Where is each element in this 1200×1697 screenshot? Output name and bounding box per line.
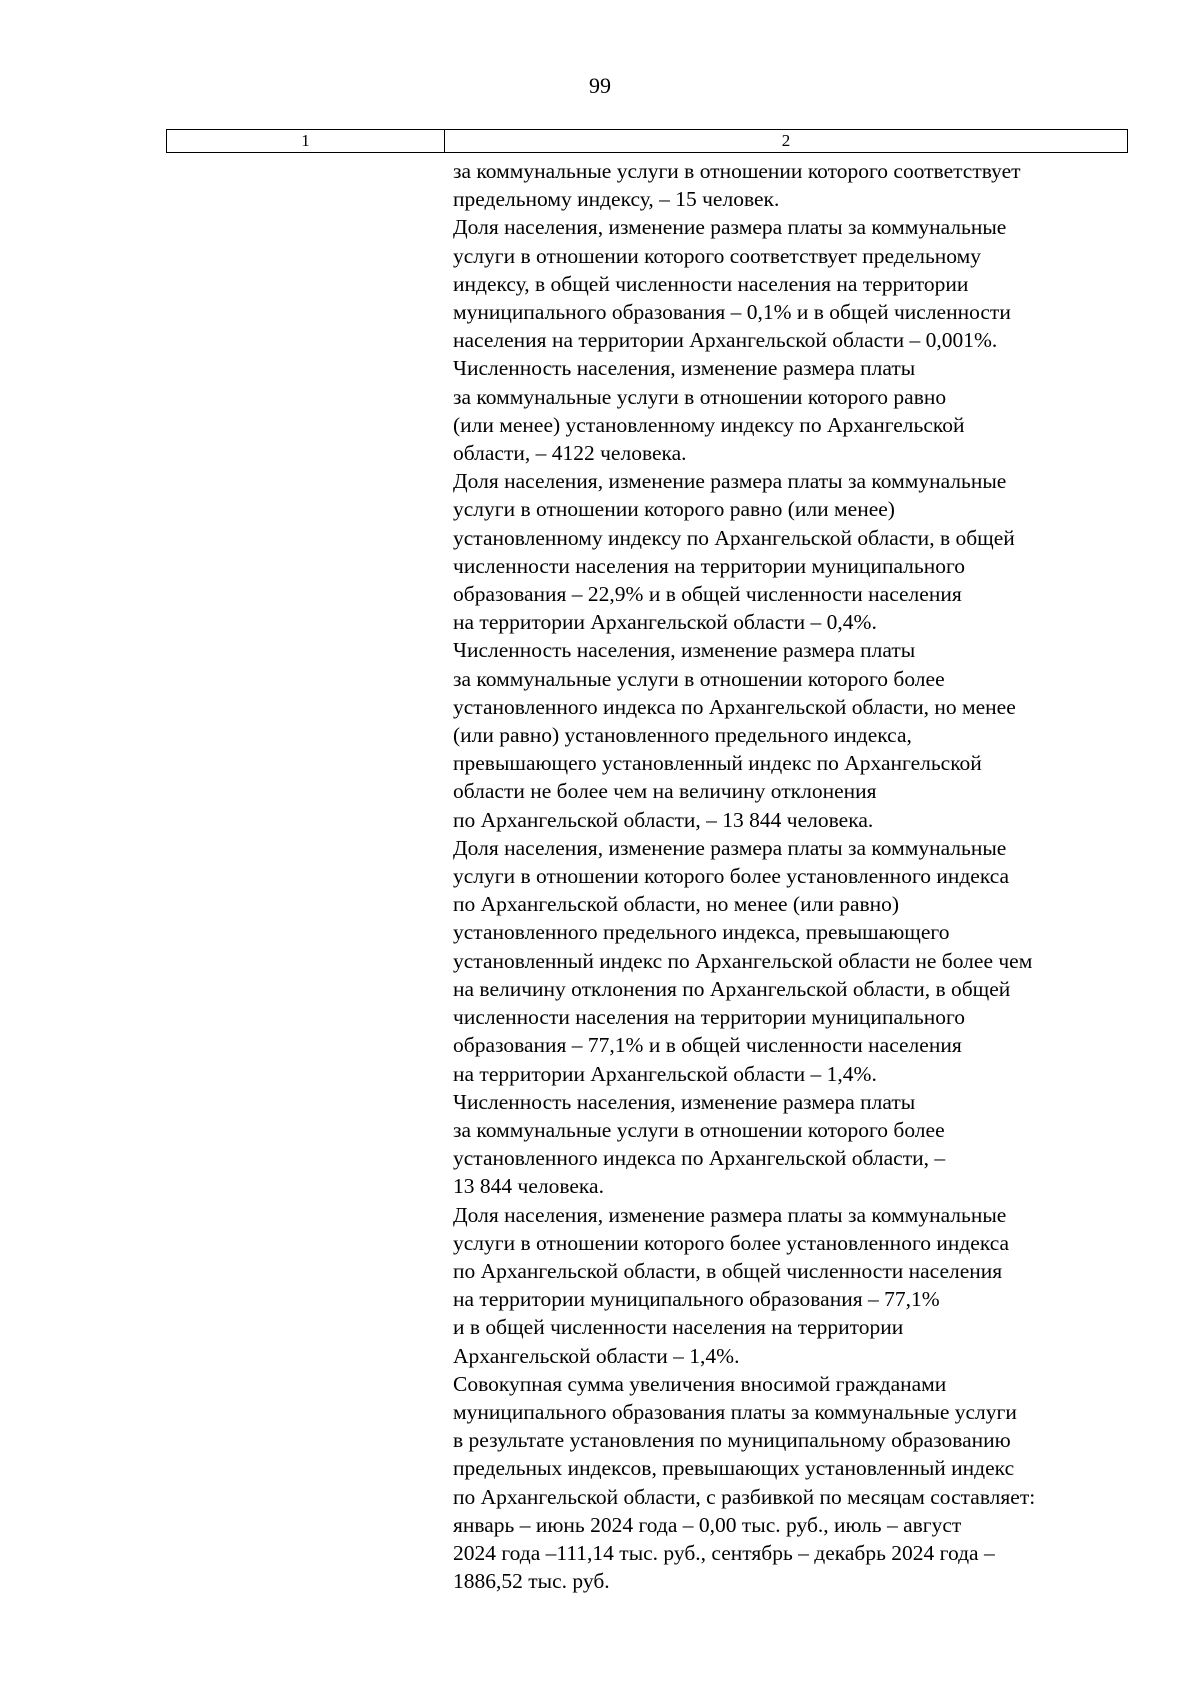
page-number: 99 bbox=[589, 73, 611, 98]
text-line: муниципального образования – 0,1% и в общей численности bbox=[453, 300, 1011, 325]
text-line: Совокупная сумма увеличения вносимой гражданами bbox=[453, 1371, 947, 1396]
text-line: на территории Архангельской области – 0,4%. bbox=[453, 610, 877, 635]
text-line: и в общей численности населения на территории bbox=[453, 1315, 904, 1340]
text-line: области, – 4122 человека. bbox=[453, 441, 687, 466]
text-line: установленного индекса по Архангельской области, но менее bbox=[453, 694, 1016, 719]
text-line: (или менее) установленному индексу по Архангельской bbox=[453, 412, 965, 437]
text-line: муниципального образования платы за коммунальные услуги bbox=[453, 1399, 1017, 1424]
text-line: Численность населения, изменение размера платы bbox=[453, 1089, 916, 1114]
text-line: 2024 года –111,14 тыс. руб., сентябрь – декабрь 2024 года – bbox=[453, 1540, 995, 1565]
text-line: Численность населения, изменение размера платы bbox=[453, 356, 916, 381]
text-line: 1886,52 тыс. руб. bbox=[453, 1569, 610, 1594]
text-line: (или равно) установленного предельного индекса, bbox=[453, 723, 912, 748]
text-line: численности населения на территории муниципального bbox=[453, 1005, 966, 1030]
text-line: услуги в отношении которого более установленного индекса bbox=[453, 864, 1010, 889]
text-line: населения на территории Архангельской области – 0,001%. bbox=[453, 328, 998, 353]
table-header-col-2: 2 bbox=[781, 131, 791, 150]
text-line: Доля населения, изменение размера платы за коммунальные bbox=[453, 469, 1007, 494]
text-line: на территории муниципального образования – 77,1% bbox=[453, 1287, 940, 1312]
text-line: за коммунальные услуги в отношении которого более bbox=[453, 1117, 945, 1142]
text-line: Доля населения, изменение размера платы за коммунальные bbox=[453, 835, 1007, 860]
text-line: услуги в отношении которого равно (или менее) bbox=[453, 497, 895, 522]
text-line: по Архангельской области, в общей численности населения bbox=[453, 1258, 1003, 1283]
text-line: Доля населения, изменение размера платы за коммунальные bbox=[453, 1202, 1007, 1227]
text-line: за коммунальные услуги в отношении которого соответствует bbox=[453, 159, 1021, 183]
text-line: Численность населения, изменение размера платы bbox=[453, 638, 916, 663]
text-line: услуги в отношении которого более установленного индекса bbox=[453, 1230, 1010, 1255]
text-line: январь – июнь 2024 года – 0,00 тыс. руб., июль – август bbox=[453, 1512, 962, 1537]
text-line: численности населения на территории муниципального bbox=[453, 553, 966, 578]
text-line: установленному индексу по Архангельской области, в общей bbox=[453, 525, 1015, 550]
table-header-row bbox=[166, 129, 1128, 153]
text-line: 13 844 человека. bbox=[453, 1174, 604, 1199]
text-line: области не более чем на величину отклонения bbox=[453, 779, 877, 804]
text-line: по Архангельской области, но менее (или равно) bbox=[453, 892, 900, 917]
text-line: превышающего установленный индекс по Архангельской bbox=[453, 751, 982, 776]
text-line: услуги в отношении которого соответствует предельному bbox=[453, 243, 981, 268]
text-line: в результате установления по муниципальному образованию bbox=[453, 1428, 1011, 1453]
text-line: по Архангельской области, с разбивкой по месяцам составляет: bbox=[453, 1484, 1036, 1509]
text-line: за коммунальные услуги в отношении которого равно bbox=[453, 384, 947, 409]
text-line: установленного индекса по Архангельской области, – bbox=[453, 1146, 946, 1171]
text-line: предельному индексу, – 15 человек. bbox=[453, 187, 780, 212]
text-line: на величину отклонения по Архангельской области, в общей bbox=[453, 976, 1011, 1001]
text-line: Доля населения, изменение размера платы за коммунальные bbox=[453, 215, 1007, 240]
text-line: предельных индексов, превышающих установленный индекс bbox=[453, 1456, 1015, 1481]
text-line: образования – 77,1% и в общей численности населения bbox=[453, 1033, 962, 1058]
text-line: установленного предельного индекса, превышающего bbox=[453, 920, 950, 945]
text-line: на территории Архангельской области – 1,4%. bbox=[453, 1061, 877, 1086]
table-cell-col-2-text bbox=[453, 157, 1173, 1595]
text-line: Архангельской области – 1,4%. bbox=[453, 1343, 740, 1368]
text-line: установленный индекс по Архангельской области не более чем bbox=[453, 948, 1033, 973]
text-line: индексу, в общей численности населения на территории bbox=[453, 271, 969, 296]
text-line: за коммунальные услуги в отношении которого более bbox=[453, 666, 945, 691]
text-line: образования – 22,9% и в общей численности населения bbox=[453, 582, 962, 607]
text-line: по Архангельской области, – 13 844 человека. bbox=[453, 807, 874, 832]
table-header-col-1: 1 bbox=[167, 130, 445, 152]
